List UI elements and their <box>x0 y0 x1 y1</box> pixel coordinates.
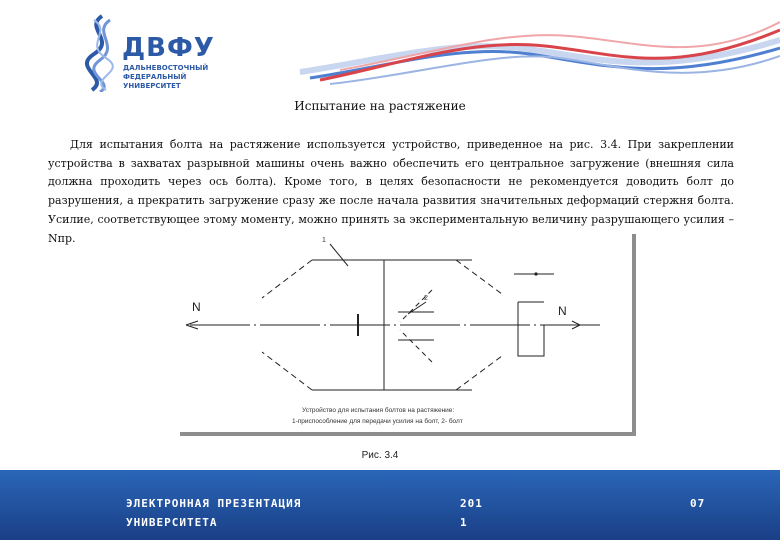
test-device-drawing <box>172 230 632 432</box>
figure-label: Рис. 3.4 <box>361 450 399 461</box>
footer-bar <box>0 470 780 540</box>
footer-left-line: ЭЛЕКТРОННАЯ ПРЕЗЕНТАЦИЯ <box>126 497 302 510</box>
body-paragraph: Для испытания болта на растяжение используется устройство, приведенное на рис. 3.4. При закреплении устройства в захватах разрывной машины очень важно обеспечить его центральное загружение (внешняя сила должна проходить через ось болта). Кроме того, в целях безопасности не рекомендуется доводить болт до разрушения, а прекратить загружение сразу же после начала развития значительных деформаций стержня болта. Усилие, соответствующее этому моменту, можно принять за экспериментальную величину разрушающего усилия – Nпр. <box>48 138 734 245</box>
logo-subtitle-line: ДАЛЬНЕВОСТОЧНЫЙ <box>123 64 209 72</box>
callout-1: 1 <box>322 237 326 244</box>
footer-left-line: УНИВЕРСИТЕТА <box>126 516 218 529</box>
dna-helix-icon <box>80 14 120 92</box>
university-logo <box>80 14 215 94</box>
test-device-figure <box>172 230 632 432</box>
callout-2: 2 <box>424 295 428 302</box>
logo-subtitle <box>123 64 213 91</box>
slide-heading: Испытание на растяжение <box>294 99 466 113</box>
logo-subtitle-line: ФЕДЕРАЛЬНЫЙ <box>123 73 187 81</box>
footer-presentation-label <box>126 494 396 532</box>
marker-dot <box>534 272 537 275</box>
logo-title: ДВФУ <box>122 33 215 63</box>
footer-year <box>460 494 520 532</box>
figure-caption-line1: Устройство для испытания болтов на растяжение: <box>302 407 455 414</box>
force-label-right: N <box>558 304 567 318</box>
figure-caption-line2: 1-приспособление для передачи усилия на болт, 2- болт <box>292 418 463 425</box>
force-label-left: N <box>192 300 201 314</box>
footer-page-number: 07 <box>690 497 706 510</box>
logo-subtitle-line: УНИВЕРСИТЕТ <box>123 82 181 90</box>
footer-mid-line: 1 <box>460 516 468 529</box>
footer-mid-line: 201 <box>460 497 483 510</box>
